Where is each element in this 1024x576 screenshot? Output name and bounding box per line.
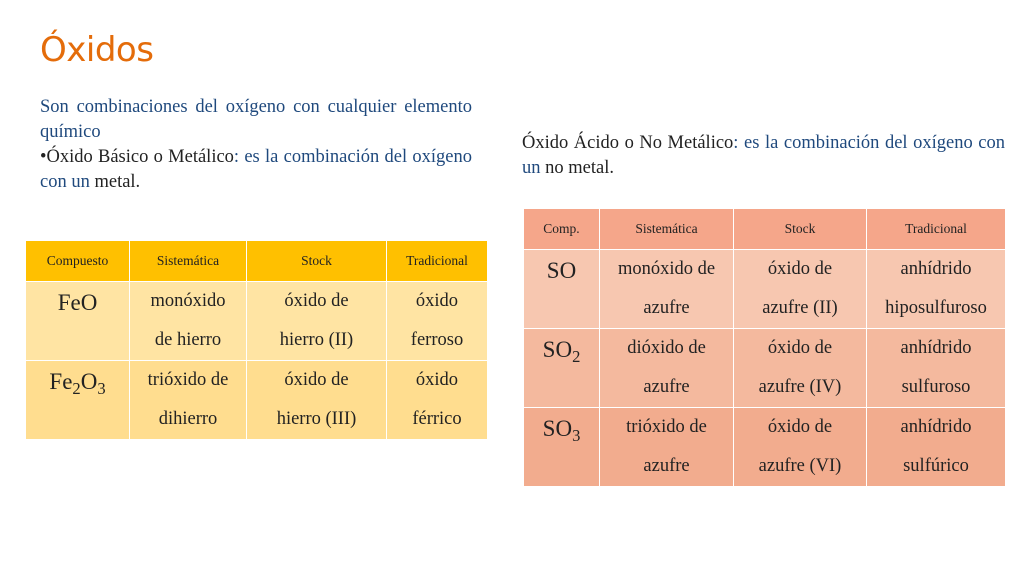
- sistematica-cell: monóxido de hierro: [130, 282, 247, 361]
- table-row: [26, 282, 488, 361]
- table-row: [524, 408, 1006, 487]
- stock-cell: óxido de hierro (II): [247, 282, 387, 361]
- table-header-row: [26, 241, 488, 282]
- table-row: [524, 329, 1006, 408]
- page-title: Óxidos: [40, 30, 154, 70]
- stock-cell: óxido de azufre (II): [734, 250, 867, 329]
- basic-oxide-definition: [40, 145, 472, 195]
- stock-cell: óxido de azufre (VI): [734, 408, 867, 487]
- stock-cell: óxido de azufre (IV): [734, 329, 867, 408]
- table-row: [26, 361, 488, 440]
- tradicional-cell: óxido férrico: [387, 361, 488, 440]
- sistematica-cell: dióxido de azufre: [600, 329, 734, 408]
- basic-oxide-term: •Óxido Básico o Metálico: [40, 147, 234, 167]
- header-cell: Sistemática: [600, 209, 734, 250]
- basic-oxide-metal: metal.: [94, 172, 141, 192]
- header-cell: Sistemática: [130, 241, 247, 282]
- sistematica-cell: trióxido de dihierro: [130, 361, 247, 440]
- basic-oxide-table: [25, 241, 488, 439]
- formula-cell: SO: [524, 250, 600, 329]
- tradicional-cell: anhídrido sulfúrico: [867, 408, 1006, 487]
- tradicional-cell: anhídrido hiposulfuroso: [867, 250, 1006, 329]
- header-cell: Tradicional: [387, 241, 488, 282]
- sistematica-cell: trióxido de azufre: [600, 408, 734, 487]
- stock-cell: óxido de hierro (III): [247, 361, 387, 440]
- formula-cell: $SO_2$: [524, 329, 600, 408]
- acid-oxide-term: Óxido Ácido o No Metálico: [522, 133, 734, 153]
- header-cell: Tradicional: [867, 209, 1006, 250]
- basic-oxide-description: [40, 95, 472, 195]
- acid-oxide-description: [522, 131, 1005, 181]
- header-cell: Stock: [734, 209, 867, 250]
- formula-cell: FeO: [26, 282, 130, 361]
- acid-oxide-table: [523, 209, 1006, 486]
- intro-text: Son combinaciones del oxígeno con cualquier elemento químico: [40, 97, 472, 142]
- table-header-row: [524, 209, 1006, 250]
- header-cell: Comp.: [524, 209, 600, 250]
- acid-oxide-nonmetal: no metal.: [545, 158, 614, 178]
- tradicional-cell: anhídrido sulfuroso: [867, 329, 1006, 408]
- acid-oxide-text: : es la combinación del oxígeno con un: [522, 133, 1005, 178]
- table-row: [524, 250, 1006, 329]
- tradicional-cell: óxido ferroso: [387, 282, 488, 361]
- formula-cell: $SO_3$: [524, 408, 600, 487]
- header-cell: Stock: [247, 241, 387, 282]
- formula-cell: $Fe_2O_3$: [26, 361, 130, 440]
- sistematica-cell: monóxido de azufre: [600, 250, 734, 329]
- header-cell: Compuesto: [26, 241, 130, 282]
- basic-oxide-text: : es la combinación del oxígeno con un: [40, 147, 472, 192]
